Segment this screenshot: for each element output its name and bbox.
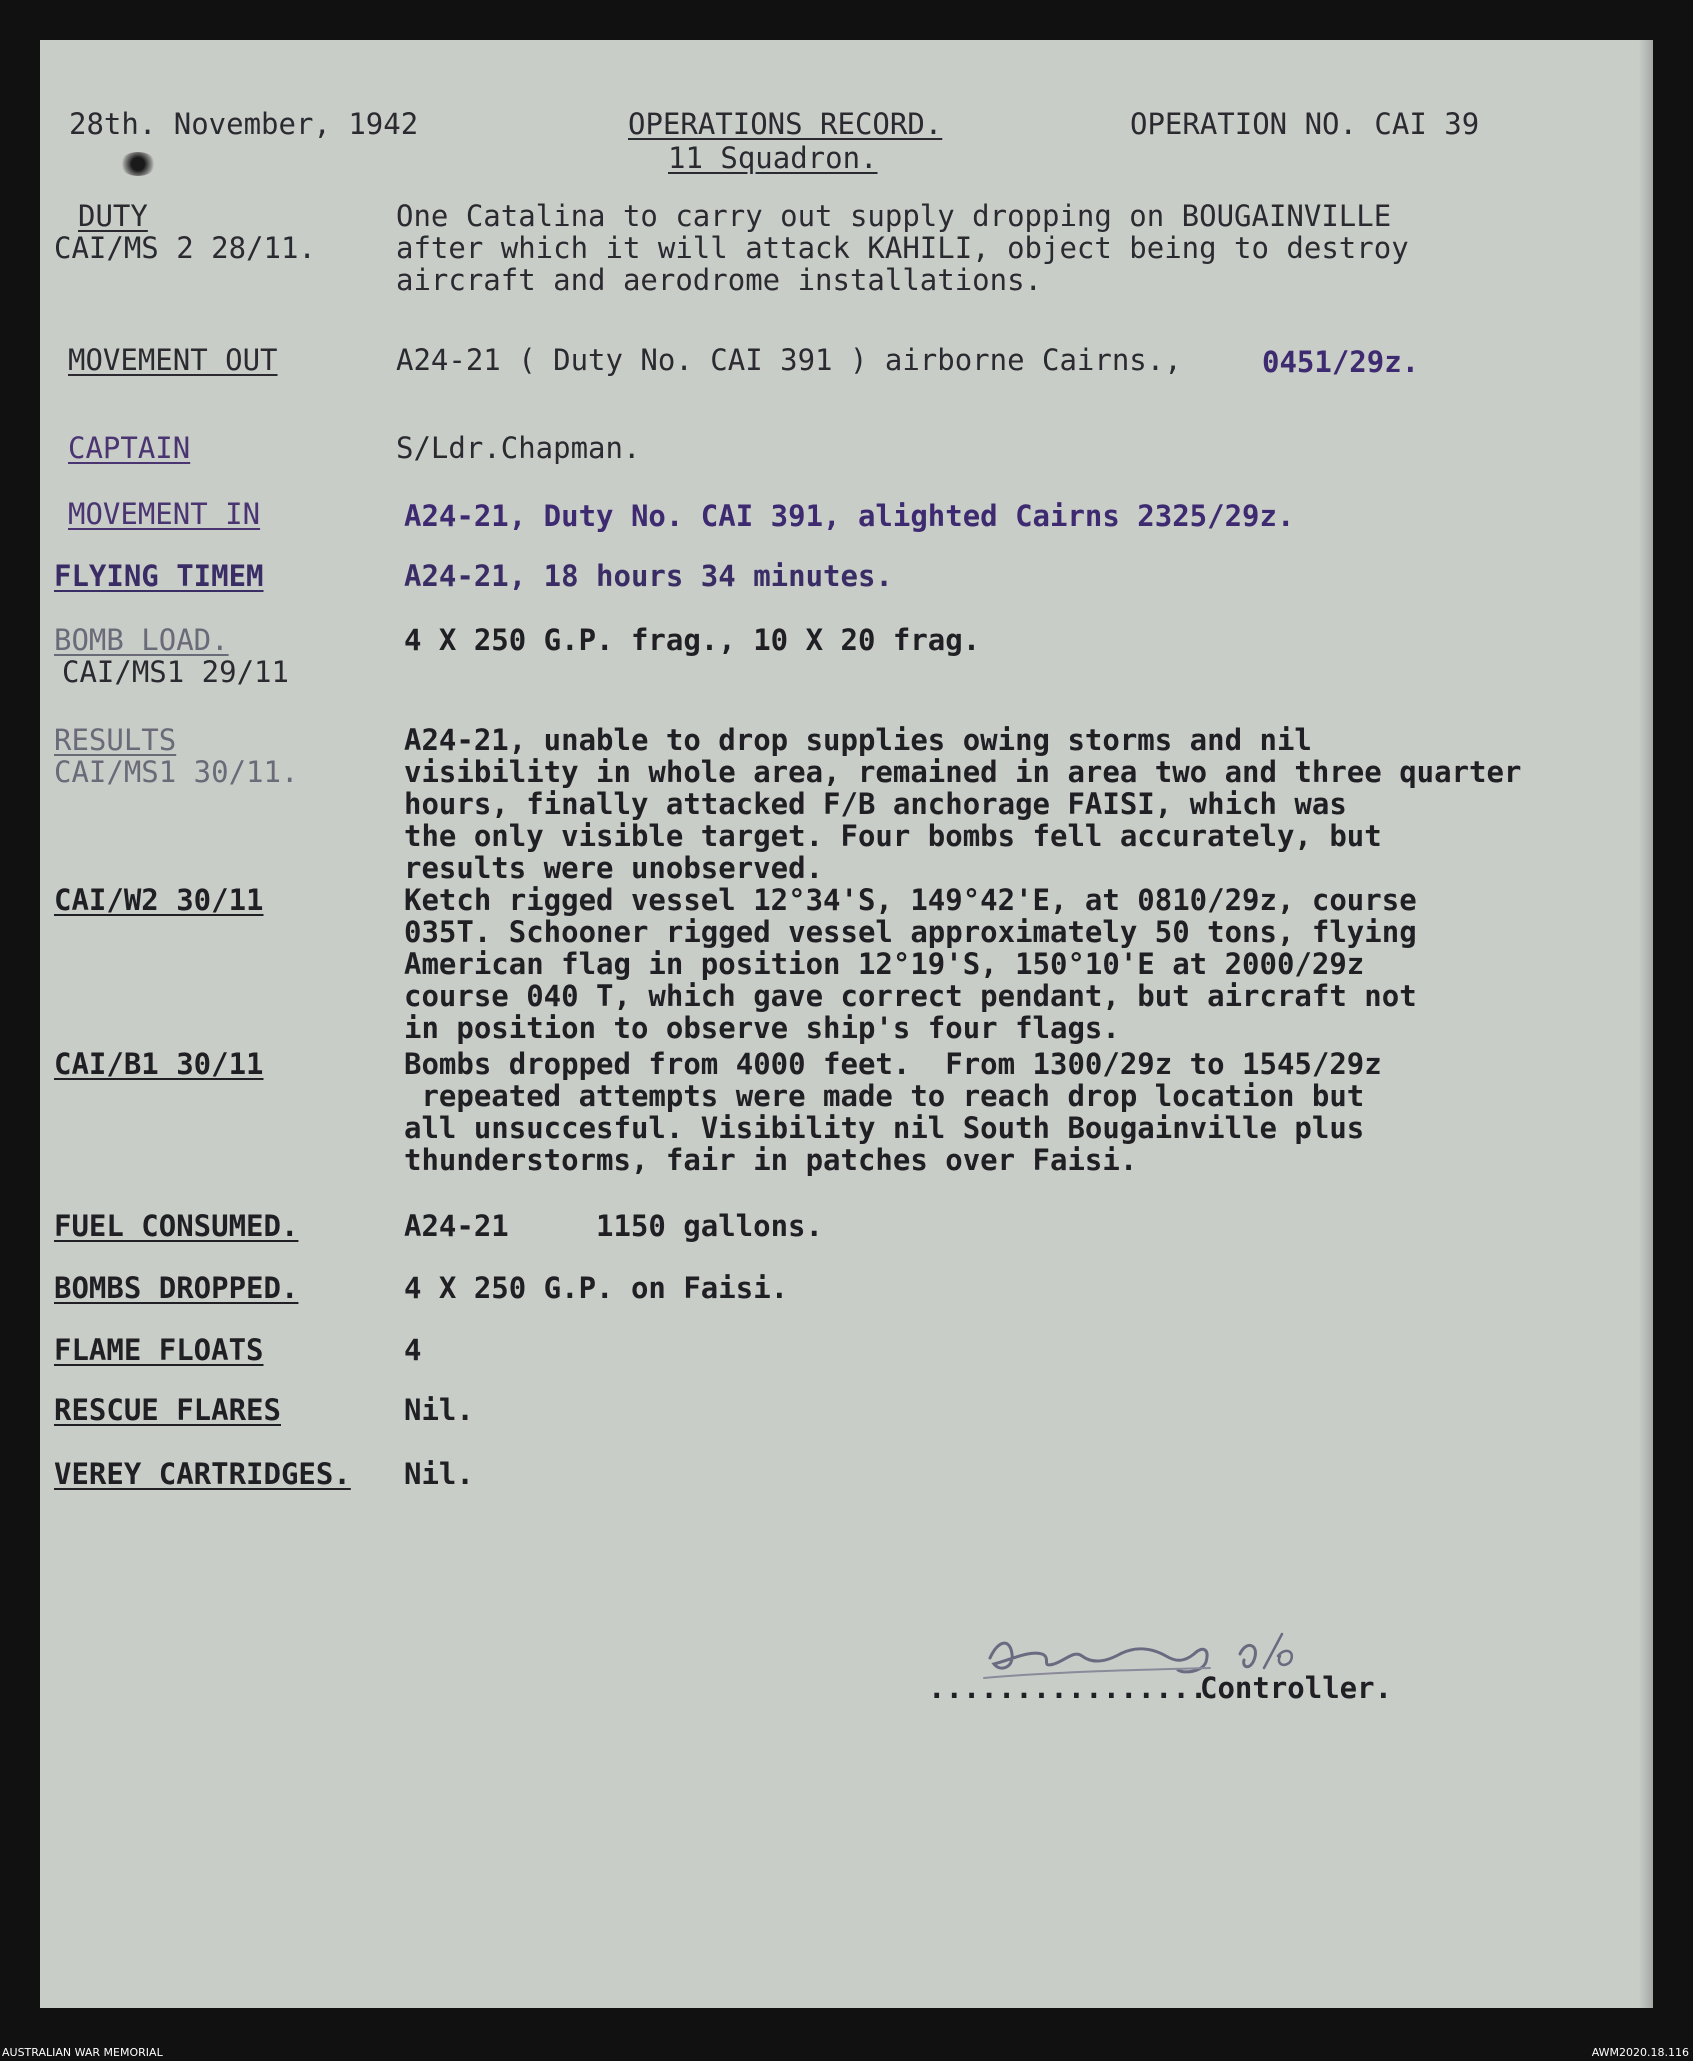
footer-accession: AWM2020.18.116 [1591,2046,1689,2059]
duty-label: DUTY [78,199,148,233]
results-line: visibility in whole area, remained in area two and three quarter [404,755,1522,789]
b1-line: repeated attempts were made to reach drop location but [404,1079,1365,1113]
results-line: the only visible target. Four bombs fell accurately, but [404,819,1382,853]
b1-line: Bombs dropped from 4000 feet. From 1300/29z to 1545/29z [404,1047,1382,1081]
record-title: OPERATIONS RECORD. [628,107,943,141]
footer-source: AUSTRALIAN WAR MEMORIAL [2,2046,163,2059]
captain-value: S/Ldr.Chapman. [396,431,641,465]
movement-in-label: MOVEMENT IN [68,497,261,531]
verey-value: Nil. [404,1457,474,1491]
duty-line: after which it will attack KAHILI, object being to destroy [396,231,1409,265]
bombs-dropped-value: 4 X 250 G.P. on Faisi. [404,1271,789,1305]
duty-line: aircraft and aerodrome installations. [396,263,1043,297]
bomb-load-value: 4 X 250 G.P. frag., 10 X 20 frag. [404,623,981,657]
movement-out-value: A24-21 ( Duty No. CAI 391 ) airborne Cairns., [396,343,1182,377]
verey-label: VEREY CARTRIDGES. [54,1457,351,1491]
rescue-flares-label: RESCUE FLARES [54,1393,281,1427]
document-page [40,40,1653,2008]
w2-line: American flag in position 12°19'S, 150°10'E at 2000/29z [404,947,1365,981]
movement-in-value: A24-21, Duty No. CAI 391, alighted Cairns 2325/29z. [404,499,1295,533]
movement-out-time: 0451/29z. [1262,345,1420,379]
squadron-name: 11 Squadron. [668,141,878,175]
record-date: 28th. November, 1942 [69,107,419,141]
captain-label: CAPTAIN [68,431,191,465]
flying-time-value: A24-21, 18 hours 34 minutes. [404,559,893,593]
results-line: A24-21, unable to drop supplies owing storms and nil [404,723,1312,757]
flame-floats-value: 4 [404,1333,422,1367]
results-label: RESULTS [54,723,177,757]
b1-line: thunderstorms, fair in patches over Faisi. [404,1143,1138,1177]
operation-number: OPERATION NO. CAI 39 [1130,107,1480,141]
w2-line: in position to observe ship's four flags. [404,1011,1120,1045]
ink-blot [120,152,156,176]
bombs-dropped-label: BOMBS DROPPED. [54,1271,299,1305]
w2-line: course 040 T, which gave correct pendant, but aircraft not [404,979,1417,1013]
flame-floats-label: FLAME FLOATS [54,1333,264,1367]
duty-line: One Catalina to carry out supply dropping on BOUGAINVILLE [396,199,1392,233]
flying-time-label: FLYING TIMEM [54,559,264,593]
w2-ref: CAI/W2 30/11 [54,883,264,917]
w2-line: 035T. Schooner rigged vessel approximately 50 tons, flying [404,915,1417,949]
signature-title: Controller. [1200,1671,1393,1705]
results-line: hours, finally attacked F/B anchorage FAISI, which was [404,787,1347,821]
duty-ref: CAI/MS 2 28/11. [54,231,316,265]
results-line: results were unobserved. [404,851,824,885]
results-ref: CAI/MS1 30/11. [54,755,299,789]
fuel-label: FUEL CONSUMED. [54,1209,299,1243]
b1-line: all unsuccesful. Visibility nil South Bougainville plus [404,1111,1365,1145]
bomb-load-ref: CAI/MS1 29/11 [62,655,289,689]
signature-dots: ................ [928,1671,1208,1705]
rescue-flares-value: Nil. [404,1393,474,1427]
b1-ref: CAI/B1 30/11 [54,1047,264,1081]
fuel-aircraft: A24-21 [404,1209,509,1243]
bomb-load-label: BOMB LOAD. [54,623,229,657]
w2-line: Ketch rigged vessel 12°34'S, 149°42'E, at 0810/29z, course [404,883,1417,917]
fuel-value: 1150 gallons. [596,1209,823,1243]
movement-out-label: MOVEMENT OUT [68,343,278,377]
